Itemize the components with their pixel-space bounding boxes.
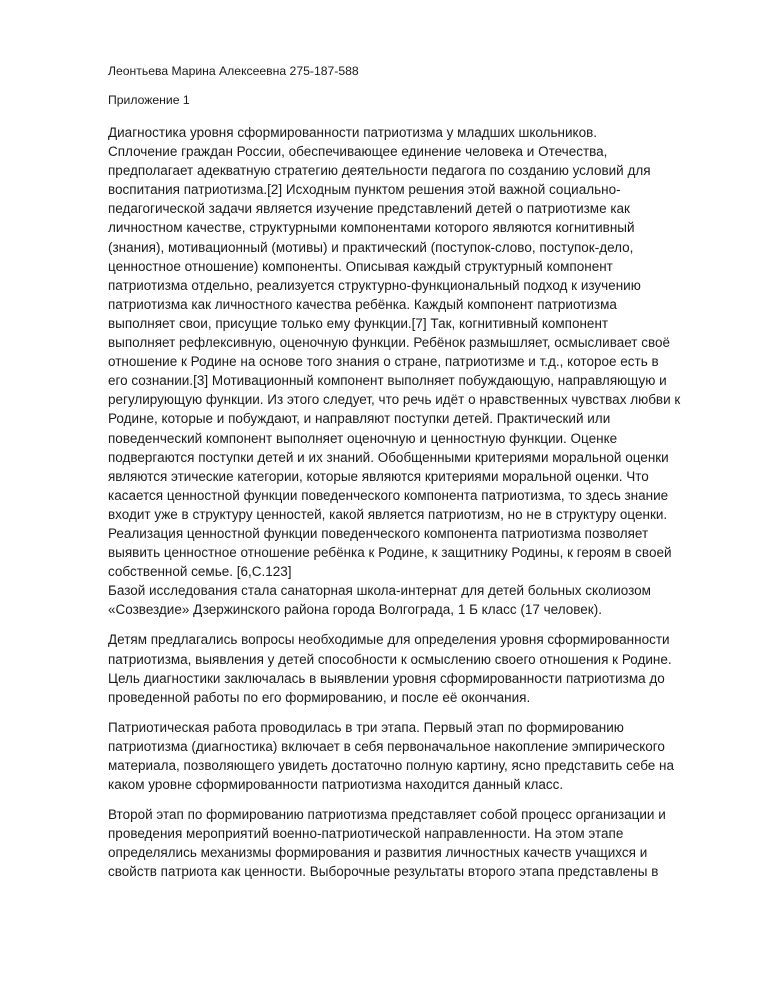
- text-line: патриотизма, выявления у детей способности к осмыслению своего отношения к Родине.: [108, 651, 672, 667]
- paragraphs-container: [108, 123, 714, 882]
- text-line: Второй этап по формированию патриотизма представляет собой процесс организации и: [108, 807, 666, 823]
- text-line: проведенной работы по его формированию, и после её окончания.: [108, 689, 531, 705]
- text-line: личностном качестве, структурными компонентами которого являются когнитивный: [108, 220, 635, 236]
- text-line: Диагностика уровня сформированности патриотизма у младших школьников.: [108, 125, 598, 140]
- text-line: Цель диагностики заключалась в выявлении уровня сформированности патриотизма до: [108, 670, 665, 686]
- text-line: его сознании.[3] Мотивационный компонент выполняет побуждающую, направляющую и: [108, 373, 667, 389]
- text-line: собственной семье. [6,С.123]: [108, 564, 292, 580]
- text-line: поведенческий компонент выполняет оценочную и ценностную функции. Оценке: [108, 430, 618, 446]
- text-line: Патриотическая работа проводилась в три этапа. Первый этап по формированию: [108, 719, 624, 735]
- document-body: [108, 62, 714, 882]
- text-line: предполагает адекватную стратегию деятельности педагога по созданию условий для: [108, 163, 651, 179]
- text-line: свойств патриота как ценности. Выборочные результаты второго этапа представлены в: [108, 864, 659, 880]
- text-line: Детям предлагались вопросы необходимые для определения уровня сформированности: [108, 632, 670, 648]
- text-line: Реализация ценностной функции поведенческого компонента патриотизма позволяет: [108, 525, 649, 541]
- text-line: регулирующую функции. Из этого следует, что речь идёт о нравственных чувствах любви к: [108, 392, 681, 408]
- text-line: каком уровне сформированности патриотизма находится данный класс.: [108, 777, 564, 793]
- text-line: воспитания патриотизма.[2] Исходным пунктом решения этой важной социально-: [108, 182, 621, 198]
- text-line: Сплочение граждан России, обеспечивающее единение человека и Отечества,: [108, 144, 608, 160]
- text-line: «Созвездие» Дзержинского района города Волгограда, 1 Б класс (17 человек).: [108, 602, 602, 618]
- text-line: касается ценностной функции поведенческого компонента патриотизма, то здесь знание: [108, 487, 669, 503]
- text-line: определялись механизмы формирования и развития личностных качеств учащихся и: [108, 845, 648, 861]
- text-line: Базой исследования стала санаторная школа-интернат для детей больных сколиозом: [108, 583, 651, 599]
- text-line: педагогической задачи является изучение представлений детей о патриотизме как: [108, 201, 630, 217]
- paragraph: [108, 630, 714, 706]
- text-line: выполняет рефлексивную, оценочную функции. Ребёнок размышляет, осмысливает своё: [108, 335, 671, 351]
- text-line: Родине, которые и побуждают, и направляют поступки детей. Практический или: [108, 411, 611, 427]
- text-line: ценностное отношение) компоненты. Описывая каждый структурный компонент: [108, 258, 613, 274]
- text-line: патриотизма (диагностика) включает в себя первоначальное накопление эмпирического: [108, 738, 665, 754]
- text-line: отношение к Родине на основе того знания о стране, патриотизме и т.д., которое есть в: [108, 354, 659, 370]
- text-line: патриотизма отдельно, реализуется структурно-функциональный подход к изучению: [108, 277, 641, 293]
- author-line: Леонтьева Марина Алексеевна 275-187-588: [108, 64, 359, 78]
- paragraph: [108, 718, 714, 794]
- text-line: патриотизма как личностного качества ребёнка. Каждый компонент патриотизма: [108, 296, 617, 312]
- text-line: являются этические категории, которые являются критериями моральной оценки. Что: [108, 468, 649, 484]
- text-line: выполняет свои, присущие только ему функции.[7] Так, когнитивный компонент: [108, 315, 609, 331]
- appendix-label: Приложение 1: [108, 93, 190, 107]
- paragraph: [108, 123, 714, 619]
- text-line: материала, позволяющего увидеть достаточно полную картину, ясно представить себе на: [108, 758, 675, 773]
- paragraph: [108, 805, 714, 881]
- text-line: проведения мероприятий военно-патриотической направленности. На этом этапе: [108, 826, 624, 842]
- text-line: (знания), мотивационный (мотивы) и практический (поступок-слово, поступок-дело,: [108, 239, 634, 255]
- text-line: входит уже в структуру ценностей, какой является патриотизм, но не в структуру оценки.: [108, 506, 668, 522]
- text-line: выявить ценностное отношение ребёнка к Родине, к защитнику Родины, к героям в своей: [108, 545, 672, 561]
- text-line: подвергаются поступки детей и их знаний. Обобщенными критериями моральной оценки: [108, 449, 669, 465]
